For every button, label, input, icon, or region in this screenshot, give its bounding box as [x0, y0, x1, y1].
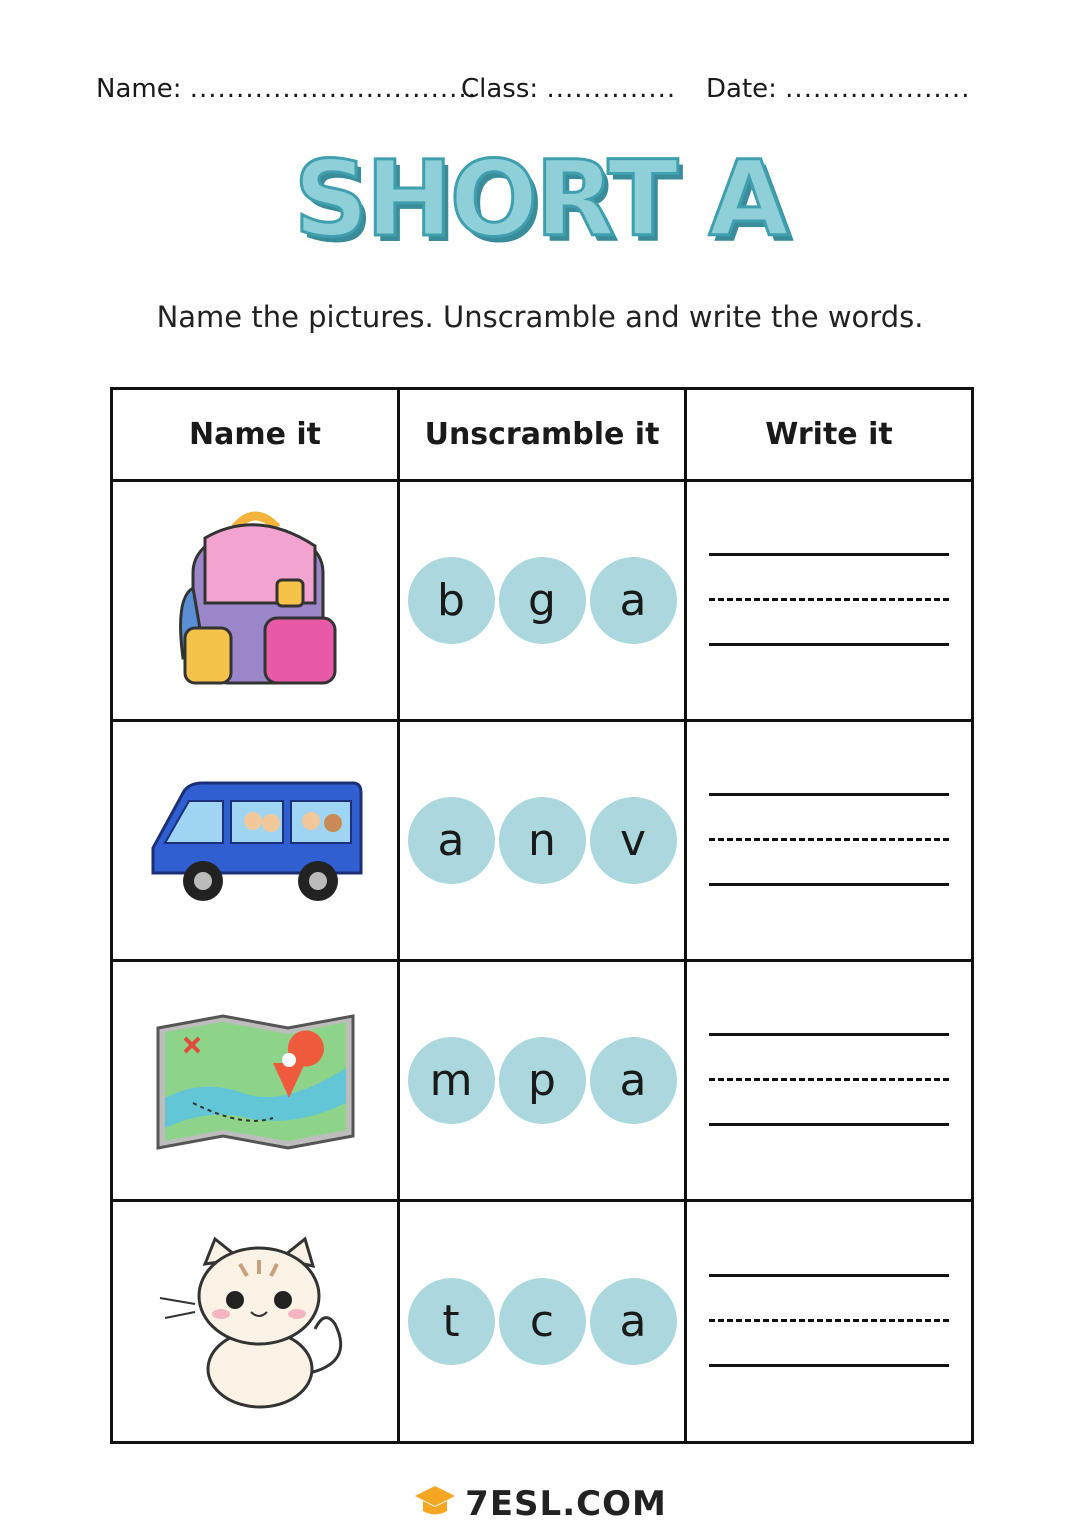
letter-bubble: t	[408, 1278, 495, 1365]
picture-cell	[113, 482, 400, 722]
footer-logo[interactable]	[0, 1484, 1080, 1527]
letter-bubble: a	[590, 557, 677, 644]
name-blank[interactable]: ...............................	[189, 74, 477, 104]
picture-cell	[113, 722, 400, 962]
worksheet-table	[110, 387, 974, 1444]
header-fields	[96, 74, 971, 110]
letters-cell	[400, 1202, 687, 1441]
backpack-icon	[165, 508, 345, 693]
letters-cell	[400, 722, 687, 962]
header-unscramble-it: Unscramble it	[400, 390, 687, 482]
name-field[interactable]	[96, 74, 477, 104]
letter-bubble: a	[590, 1278, 677, 1365]
header-write-it: Write it	[687, 390, 971, 482]
letter-bubble: v	[590, 797, 677, 884]
picture-cell	[113, 962, 400, 1202]
logo-text: 7ESL.COM	[465, 1484, 667, 1524]
letter-bubble: m	[408, 1037, 495, 1124]
write-cell[interactable]	[687, 482, 971, 722]
handwriting-lines[interactable]	[709, 1272, 949, 1372]
handwriting-lines[interactable]	[709, 1031, 949, 1131]
letter-bubble: g	[499, 557, 586, 644]
date-field[interactable]	[706, 74, 970, 104]
cat-icon	[155, 1234, 355, 1409]
date-label: Date:	[706, 74, 777, 104]
graduation-cap-icon	[413, 1484, 457, 1527]
letter-bubble: b	[408, 557, 495, 644]
class-field[interactable]	[461, 74, 676, 104]
title-container	[0, 138, 1080, 260]
letter-bubble: c	[499, 1278, 586, 1365]
letter-bubble: p	[499, 1037, 586, 1124]
page-title: SHORT A	[293, 138, 787, 260]
van-icon	[143, 773, 368, 908]
letters-cell	[400, 962, 687, 1202]
write-cell[interactable]	[687, 962, 971, 1202]
map-icon	[153, 1008, 358, 1153]
name-label: Name:	[96, 74, 182, 104]
letters-cell	[400, 482, 687, 722]
picture-cell	[113, 1202, 400, 1441]
write-cell[interactable]	[687, 722, 971, 962]
class-blank[interactable]: ..............	[546, 74, 677, 104]
instructions: Name the pictures. Unscramble and write the words.	[156, 300, 924, 334]
write-cell[interactable]	[687, 1202, 971, 1441]
date-blank[interactable]: ....................	[785, 74, 971, 104]
header-name-it: Name it	[113, 390, 400, 482]
handwriting-lines[interactable]	[709, 791, 949, 891]
class-label: Class:	[461, 74, 539, 104]
letter-bubble: a	[590, 1037, 677, 1124]
letter-bubble: a	[408, 797, 495, 884]
handwriting-lines[interactable]	[709, 551, 949, 651]
letter-bubble: n	[499, 797, 586, 884]
